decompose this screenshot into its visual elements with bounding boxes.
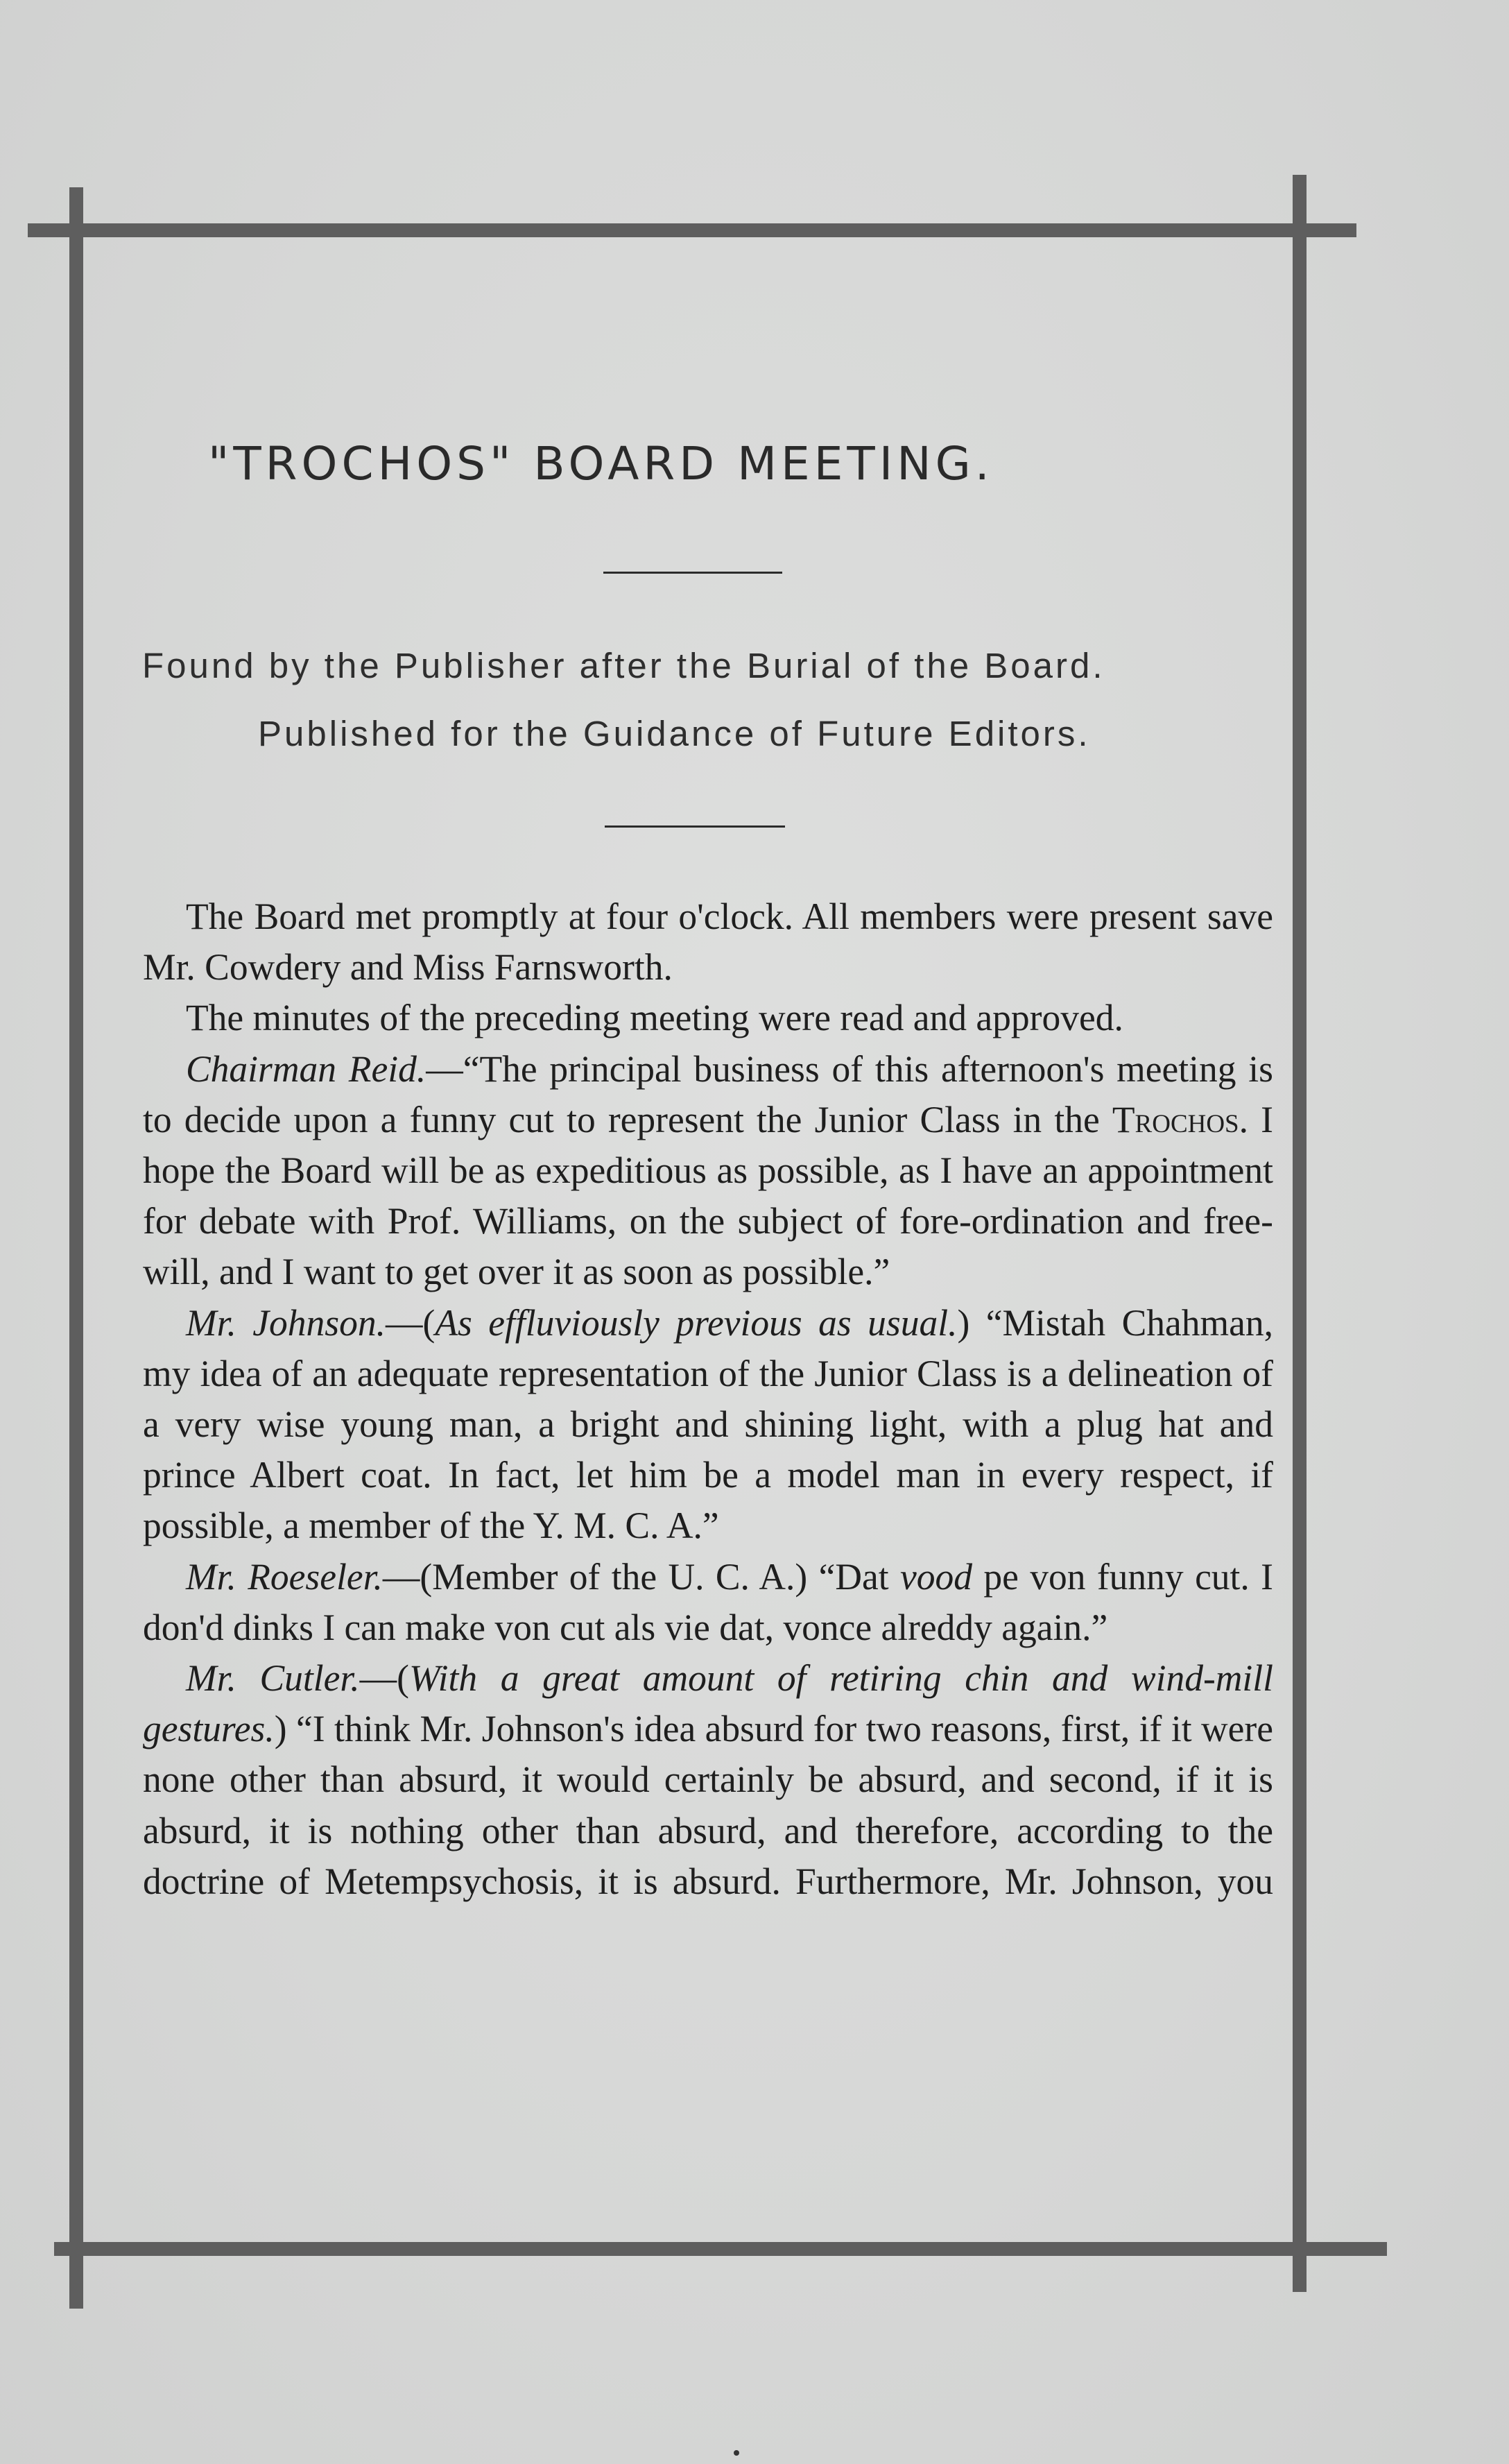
stage-paren-open: —(	[359, 1657, 409, 1700]
speech-text: —“The principal business of this afternoon's meeting is to decide upon a funny cut to represent the Junior Class in the	[143, 1047, 1273, 1140]
subtitle-divider	[605, 825, 785, 828]
speech-text: “I think Mr. Johnson's idea absurd for two reasons, first, if it were none other than absurd, it would certainly be absurd, and second, if it is absurd, it is nothing other than absurd, and therefore, according to the doctrine of Metempsychosis, it is absurd. Furthermore, Mr. Johnson, you	[143, 1708, 1273, 1902]
speech-text: “Mistah Chahman, my idea of an adequate representation of the Junior Class is a delineation of a very wise young man, a bright and shining light, with a plug hat and prince Albert coat. In fact, let him be a model man in every respect, if possible, a member of the Y. M. C. A.”	[143, 1301, 1273, 1547]
subtitle-line-2: Published for the Guidance of Future Editors.	[258, 714, 1091, 753]
frame-left-rule	[69, 187, 83, 2309]
page-title: "TROCHOS" BOARD MEETING.	[208, 437, 994, 490]
page-mark	[734, 2450, 739, 2456]
speech-text: . I hope the Board will be as expeditious as possible, as I have an appointment for debate with Prof. Williams, on the subject of fore-ordination and free-will, and I want to get over it as soon as possible.”	[143, 1098, 1273, 1293]
stage-direction: As effluviously previous as usual.	[435, 1301, 958, 1344]
stage-direction: With a great amount of retiring chin and wind-mill gestures.	[143, 1657, 1273, 1750]
paragraph-opening: The Board met promptly at four o'clock. All members were present save Mr. Cowdery and Miss Farnsworth.	[143, 896, 1273, 989]
paragraph-mr-roeseler	[143, 1552, 1273, 1653]
stage-paren-close: )	[274, 1708, 287, 1750]
minutes-body	[143, 891, 1273, 1907]
trochos-name: Trochos	[1112, 1098, 1239, 1140]
paragraph-mr-johnson	[143, 1298, 1273, 1552]
paragraph-chairman-reid	[143, 1044, 1273, 1298]
subtitle-line-1: Found by the Publisher after the Burial of the Board.	[142, 646, 1105, 685]
stage-paren-close: )	[957, 1301, 970, 1344]
frame-bottom-rule	[54, 2242, 1387, 2256]
title-divider	[603, 572, 782, 574]
stage-note: —(Member of the U. C. A.)	[382, 1555, 808, 1598]
frame-right-rule	[1293, 175, 1307, 2292]
speaker-name: Mr. Johnson.	[186, 1301, 386, 1344]
speaker-name: Mr. Roeseler.	[186, 1555, 383, 1598]
speech-text: pe von funny cut. I don'd dinks I can make von cut als vie dat, vonce alreddy again.”	[143, 1555, 1273, 1648]
speaker-name: Mr. Cutler.	[186, 1657, 360, 1700]
paragraph-mr-cutler	[143, 1653, 1273, 1907]
frame-top-rule	[28, 223, 1356, 237]
stage-paren-open: —(	[386, 1301, 436, 1344]
speaker-name: Chairman Reid.	[186, 1047, 426, 1090]
paragraph-minutes: The minutes of the preceding meeting were read and approved.	[186, 997, 1123, 1039]
speech-text: “Dat	[807, 1555, 900, 1598]
emphasis-word: vood	[899, 1555, 972, 1598]
